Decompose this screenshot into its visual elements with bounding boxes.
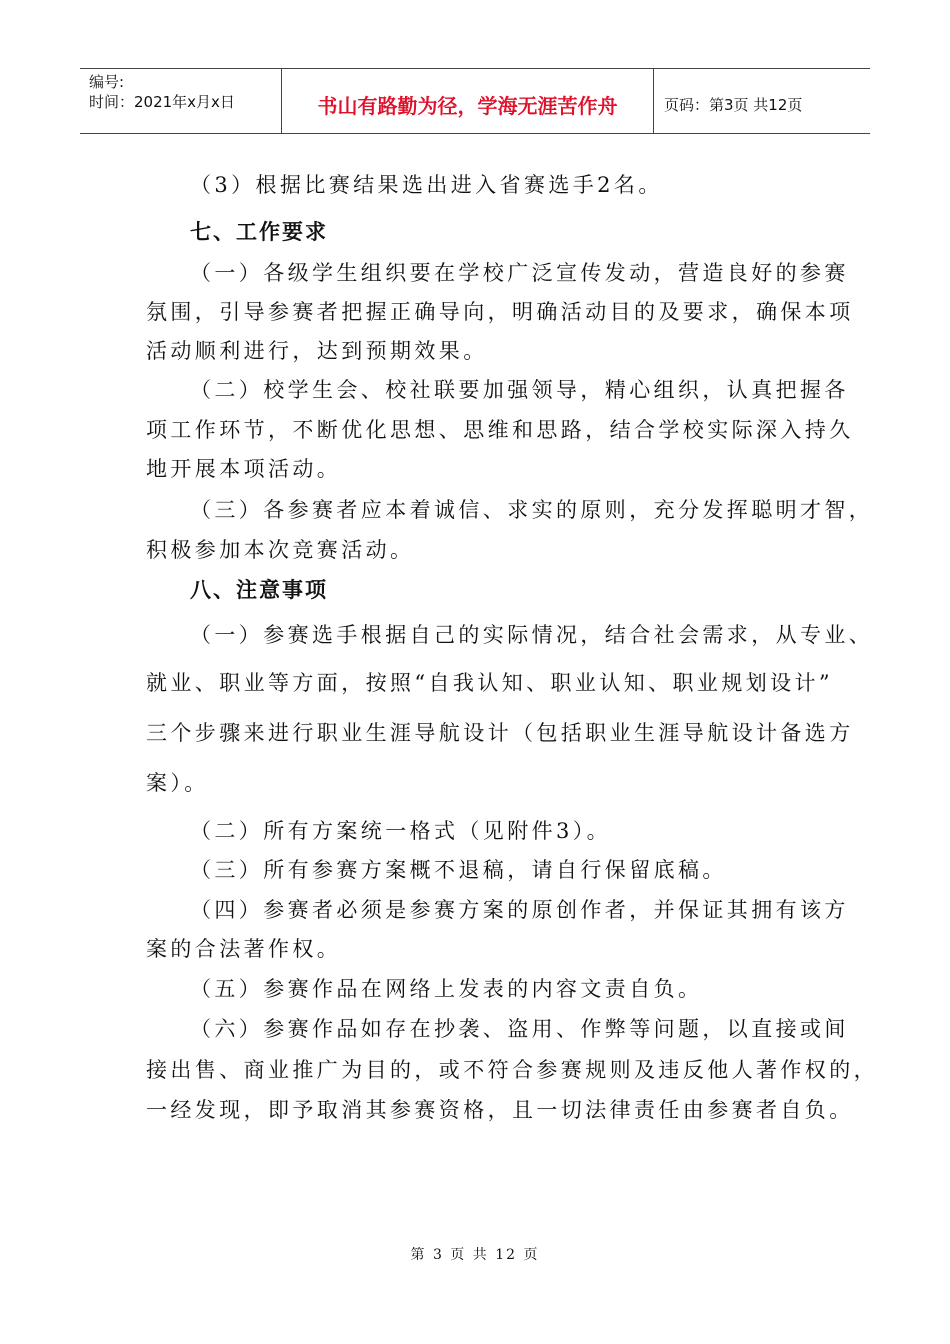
paragraph-line: 氛围，引导参赛者把握正确导向，明确活动目的及要求，确保本项 [146, 300, 854, 324]
paragraph-line: 活动顺利进行，达到预期效果。 [146, 339, 488, 363]
paragraph-line: （六）参赛作品如存在抄袭、盗用、作弊等问题，以直接或间 [190, 1017, 849, 1041]
date-label: 时间：2021年x月x日 [89, 93, 235, 111]
number-label: 编号: [89, 73, 125, 91]
paragraph-line: 就业、职业等方面，按照“自我认知、职业认知、职业规划设计” [146, 671, 834, 695]
paragraph-line: 项工作环节，不断优化思想、思维和思路，结合学校实际深入持久 [146, 418, 854, 442]
paragraph-line: 一经发现，即予取消其参赛资格，且一切法律责任由参赛者自负。 [146, 1098, 854, 1122]
header-page-info: 页码：第3页 共12页 [664, 95, 803, 114]
paragraph-line: 案）。 [146, 771, 209, 795]
paragraph-line: 接出售、商业推广为目的，或不符合参赛规则及违反他人著作权的， [146, 1058, 878, 1082]
paragraph-line: 地开展本项活动。 [146, 457, 342, 481]
paragraph-line: （三）各参赛者应本着诚信、求实的原则，充分发挥聪明才智， [190, 498, 874, 522]
paragraph-line: （五）参赛作品在网络上发表的内容文责自负。 [190, 977, 703, 1001]
paragraph-line: 案的合法著作权。 [146, 937, 342, 961]
paragraph-line: （三）所有参赛方案概不退稿，请自行保留底稿。 [190, 858, 727, 882]
header-meta [80, 69, 282, 133]
paragraph-line: （3）根据比赛结果选出进入省赛选手2名。 [190, 173, 663, 197]
paragraph-line: （一）各级学生组织要在学校广泛宣传发动，营造良好的参赛 [190, 261, 849, 285]
paragraph-line: （四）参赛者必须是参赛方案的原创作者，并保证其拥有该方 [190, 898, 849, 922]
paragraph-line: 积极参加本次竞赛活动。 [146, 538, 415, 562]
paragraph-line: （二）所有方案统一格式（见附件3）。 [190, 819, 612, 843]
paragraph-line: （一）参赛选手根据自己的实际情况，结合社会需求，从专业、 [190, 623, 874, 647]
page-header [80, 68, 870, 134]
paragraph-line: 三个步骤来进行职业生涯导航设计（包括职业生涯导航设计备选方 [146, 721, 854, 745]
section-heading: 七、工作要求 [190, 220, 328, 244]
paragraph-line: （二）校学生会、校社联要加强领导，精心组织，认真把握各 [190, 378, 849, 402]
page-footer: 第 3 页 共 12 页 [410, 1247, 540, 1263]
section-heading: 八、注意事项 [190, 578, 328, 602]
header-motto: 书山有路勤为径，学海无涯苦作舟 [282, 69, 654, 133]
